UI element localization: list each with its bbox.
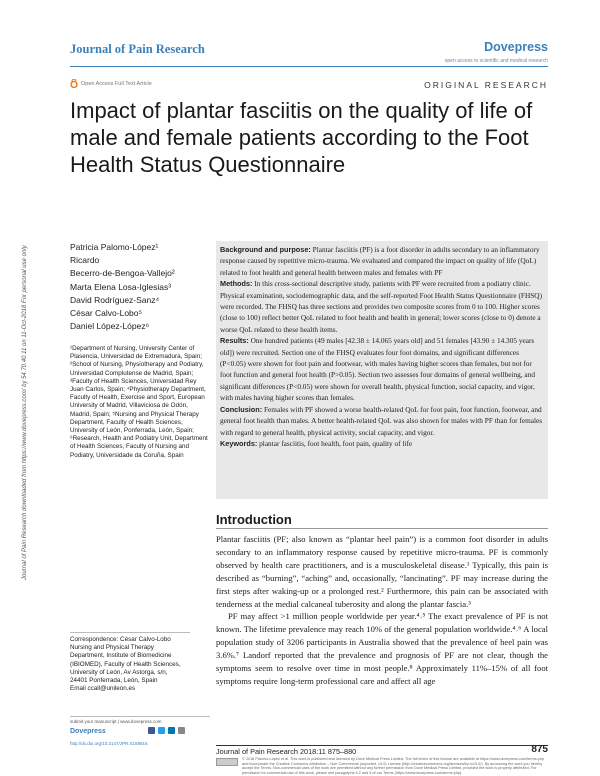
correspondence-email[interactable]: Email ccall@unileon.es xyxy=(70,685,136,693)
email-icon[interactable] xyxy=(178,727,185,734)
footer-citation: Journal of Pain Research 2018:11 875–880 xyxy=(216,747,357,756)
introduction-heading: Introduction xyxy=(216,512,292,527)
author-list xyxy=(70,241,210,333)
author[interactable]: César Calvo-Lobo⁵ xyxy=(70,308,143,319)
article-title: Impact of plantar fasciitis on the quality of life of male and female patients according to the Foot Health Status Questionnaire xyxy=(70,98,533,177)
author[interactable]: Patricia Palomo-López¹ xyxy=(70,242,159,252)
linkedin-icon[interactable] xyxy=(168,727,175,734)
abstract-methods xyxy=(220,278,544,335)
abstract-keywords-label: Keywords: xyxy=(220,438,258,448)
introduction-rule xyxy=(216,528,548,529)
facebook-icon[interactable] xyxy=(148,727,155,734)
doi-link[interactable]: http://dx.doi.org/10.2147/JPR.S159516 xyxy=(70,741,148,746)
abstract-conclusion xyxy=(220,404,544,438)
abstract-box xyxy=(216,241,548,499)
intro-paragraph: PF may affect >1 million people worldwide per year.⁴˒⁵ The exact prevalence of PF is not known. The lifetime prevalence may reach 10% of the general population worldwide.⁴˒⁶ A local population study of 3206 participants in Australia showed that the prevalence of heel pain was 3.6%.⁷ Landorf reported that the prevalence and prognosis of PF are not clear, though the symptoms seem to resolve over time in most people.⁸ Approximately 11%–15% of all foot symptoms require long-term professional care and affect all age xyxy=(216,611,548,686)
abstract-conclusion-label: Conclusion: xyxy=(220,404,263,414)
creative-commons-icon[interactable] xyxy=(216,758,238,766)
correspondence-rule xyxy=(70,632,190,633)
open-access-badge xyxy=(70,79,152,88)
author[interactable]: David Rodríguez-Sanz⁴ xyxy=(70,294,160,305)
header-rule xyxy=(70,66,548,67)
abstract-results-label: Results: xyxy=(220,336,249,346)
correspondence xyxy=(70,636,210,693)
open-access-icon xyxy=(70,79,78,88)
author[interactable]: Marta Elena Losa-Iglesias³ xyxy=(70,281,172,292)
publisher-tagline: open access to scientific and medical research xyxy=(444,58,548,64)
affiliations: ¹Department of Nursing, University Center of Plasencia, Universidad de Extremadura, Spain; ²School of Nursing, Physiotherapy and Podiatry, Universidad Complutense de Madrid, Spain; ³Faculty of Health Sciences, Universidad Rey Juan Carlos, Spain; ⁴Physiotherapy Department, Faculty of Health, Exercise and Sport, European University of Madrid, Villaviciosa de Odón, Madrid, Spain; ⁵Nursing and Physical Therapy Department, Faculty of Health Sciences, University of León, Ponferrada, León, Spain; ⁶Research, Health and Podiatry Unit, Department of Health Sciences, Faculty of Nursing and Podiatry, Universidade da Coruña, Spain xyxy=(70,345,208,459)
share-icons xyxy=(148,727,185,734)
license-text: © 2018 Palomo-López et al. This work is published and licensed by Dove Medical Press Limited. The full terms of this license are available at https://www.dovepress.com/terms.php and incorporate the Creative Commons Attribution – Non Commercial (unported, v3.0) License (http://creativecommons.org/licenses/by-nc/3.0/). By accessing the work you hereby accept the Terms. Non-commercial uses of the work are permitted without any further permission from Dove Medical Press Limited, provided the work is properly attributed. For permission for commercial use of this work, please see paragraphs 4.2 and 5 of our Terms (https://www.dovepress.com/terms.php). xyxy=(242,757,545,775)
correspondence-line: Department, Institute of Biomedicine xyxy=(70,652,172,660)
abstract-keywords xyxy=(220,438,544,449)
abstract-background-label: Background and purpose: xyxy=(220,245,311,254)
page-number: 875 xyxy=(531,744,548,755)
publisher-logo-small: Dovepress xyxy=(70,728,106,735)
correspondence-line: 24401 Ponferrada, León, Spain xyxy=(70,677,158,685)
correspondence-line: (IBIOMED), Faculty of Health Sciences, xyxy=(70,660,181,668)
abstract-results xyxy=(220,335,544,403)
twitter-icon[interactable] xyxy=(158,727,165,734)
footer-left-rule xyxy=(70,716,210,717)
abstract-methods-text: In this cross-sectional descriptive study, patients with PF were recruited from a podiatry clinic. Physical examination, sociodemographic data, and the self-reported Foot Health Status Questionnaire (FHSQ) were recorded. The FHSQ has three sections and provides two composite scores from 0 to 100. Higher scores (close to 100) reflect better QoL related to foot health and health in general; lower scores (close to 0) denote a worse QoL related to these health items. xyxy=(220,279,542,334)
side-note-text: Journal of Pain Research downloaded from https://www.dovepress.com/ by 54.70.40.11 on 11-Oct-2018 For personal use only. xyxy=(22,244,28,580)
correspondence-line: Nursing and Physical Therapy xyxy=(70,644,154,652)
section-label: ORIGINAL RESEARCH xyxy=(424,80,548,90)
abstract-methods-label: Methods: xyxy=(220,279,253,289)
correspondence-line: Correspondence: César Calvo-Lobo xyxy=(70,636,171,643)
abstract-background xyxy=(220,244,544,278)
author[interactable]: Becerro-de-Bengoa-Vallejo² xyxy=(70,268,175,279)
author[interactable]: Daniel López-López⁶ xyxy=(70,321,150,332)
open-access-label: Open Access Full Text Article xyxy=(81,80,152,87)
author[interactable]: Ricardo xyxy=(70,255,100,266)
publisher-logo: Dovepress xyxy=(484,40,548,54)
journal-title: Journal of Pain Research xyxy=(70,42,205,56)
abstract-conclusion-text: Females with PF showed a worse health-related QoL for foot pain, foot function, footwear, and general foot health than males. A better health-related QoL was also shown for males with PF than for females with regard to general health, physical activity, social capacity, and vigor. xyxy=(220,404,543,437)
footer-rule xyxy=(216,745,548,746)
intro-paragraph: Plantar fasciitis (PF; also known as “plantar heel pain”) is a common foot disorder in adults secondary to an inflammatory response caused by repetitive micro-trauma. PF is commonly observed by health care practitioners, and is a musculoskeletal disease.¹ Typically, this pain is described as “burning”, “aching” and, occasionally, “lancinating”. PF may increase during the first steps after waking-up or a prolonged rest.² Furthermore, this pain can be associated with tenderness at the medial calcaneal tuberosity and along the plantar fascia.³ xyxy=(216,534,548,609)
introduction-body xyxy=(216,533,548,688)
correspondence-line: University of León, Av Astorga, s/n, xyxy=(70,668,168,676)
side-download-note xyxy=(22,160,36,580)
abstract-keywords-text: plantar fasciitis, foot health, foot pain, quality of life xyxy=(259,438,413,448)
submit-manuscript-link[interactable]: submit your manuscript | www.dovepress.com xyxy=(70,719,162,724)
abstract-results-text: One hundred patients (49 males [42.38 ± 14.065 years old] and 51 females [43.90 ± 14.305 years old]) were recruited. Section one of the FHSQ evaluates four foot domains, and significant differences (P<0.05) were shown for foot pain and footwear, with males having higher scores than females, but not for foot function and general foot health (P>0.05). Section two assesses four domains of general wellbeing, and significant differences (P<0.05) were shown for overall health, physical function, social capacity, and vigor, with males having higher scores than females. xyxy=(220,336,535,403)
abstract-background-text: Plantar fasciitis (PF) is a foot disorder in adults secondary to an inflammatory response caused by repetitive micro-trauma. We evaluated and compared the impact on quality of life (QoL) related to foot health and general health between males and females with PF xyxy=(220,245,540,277)
